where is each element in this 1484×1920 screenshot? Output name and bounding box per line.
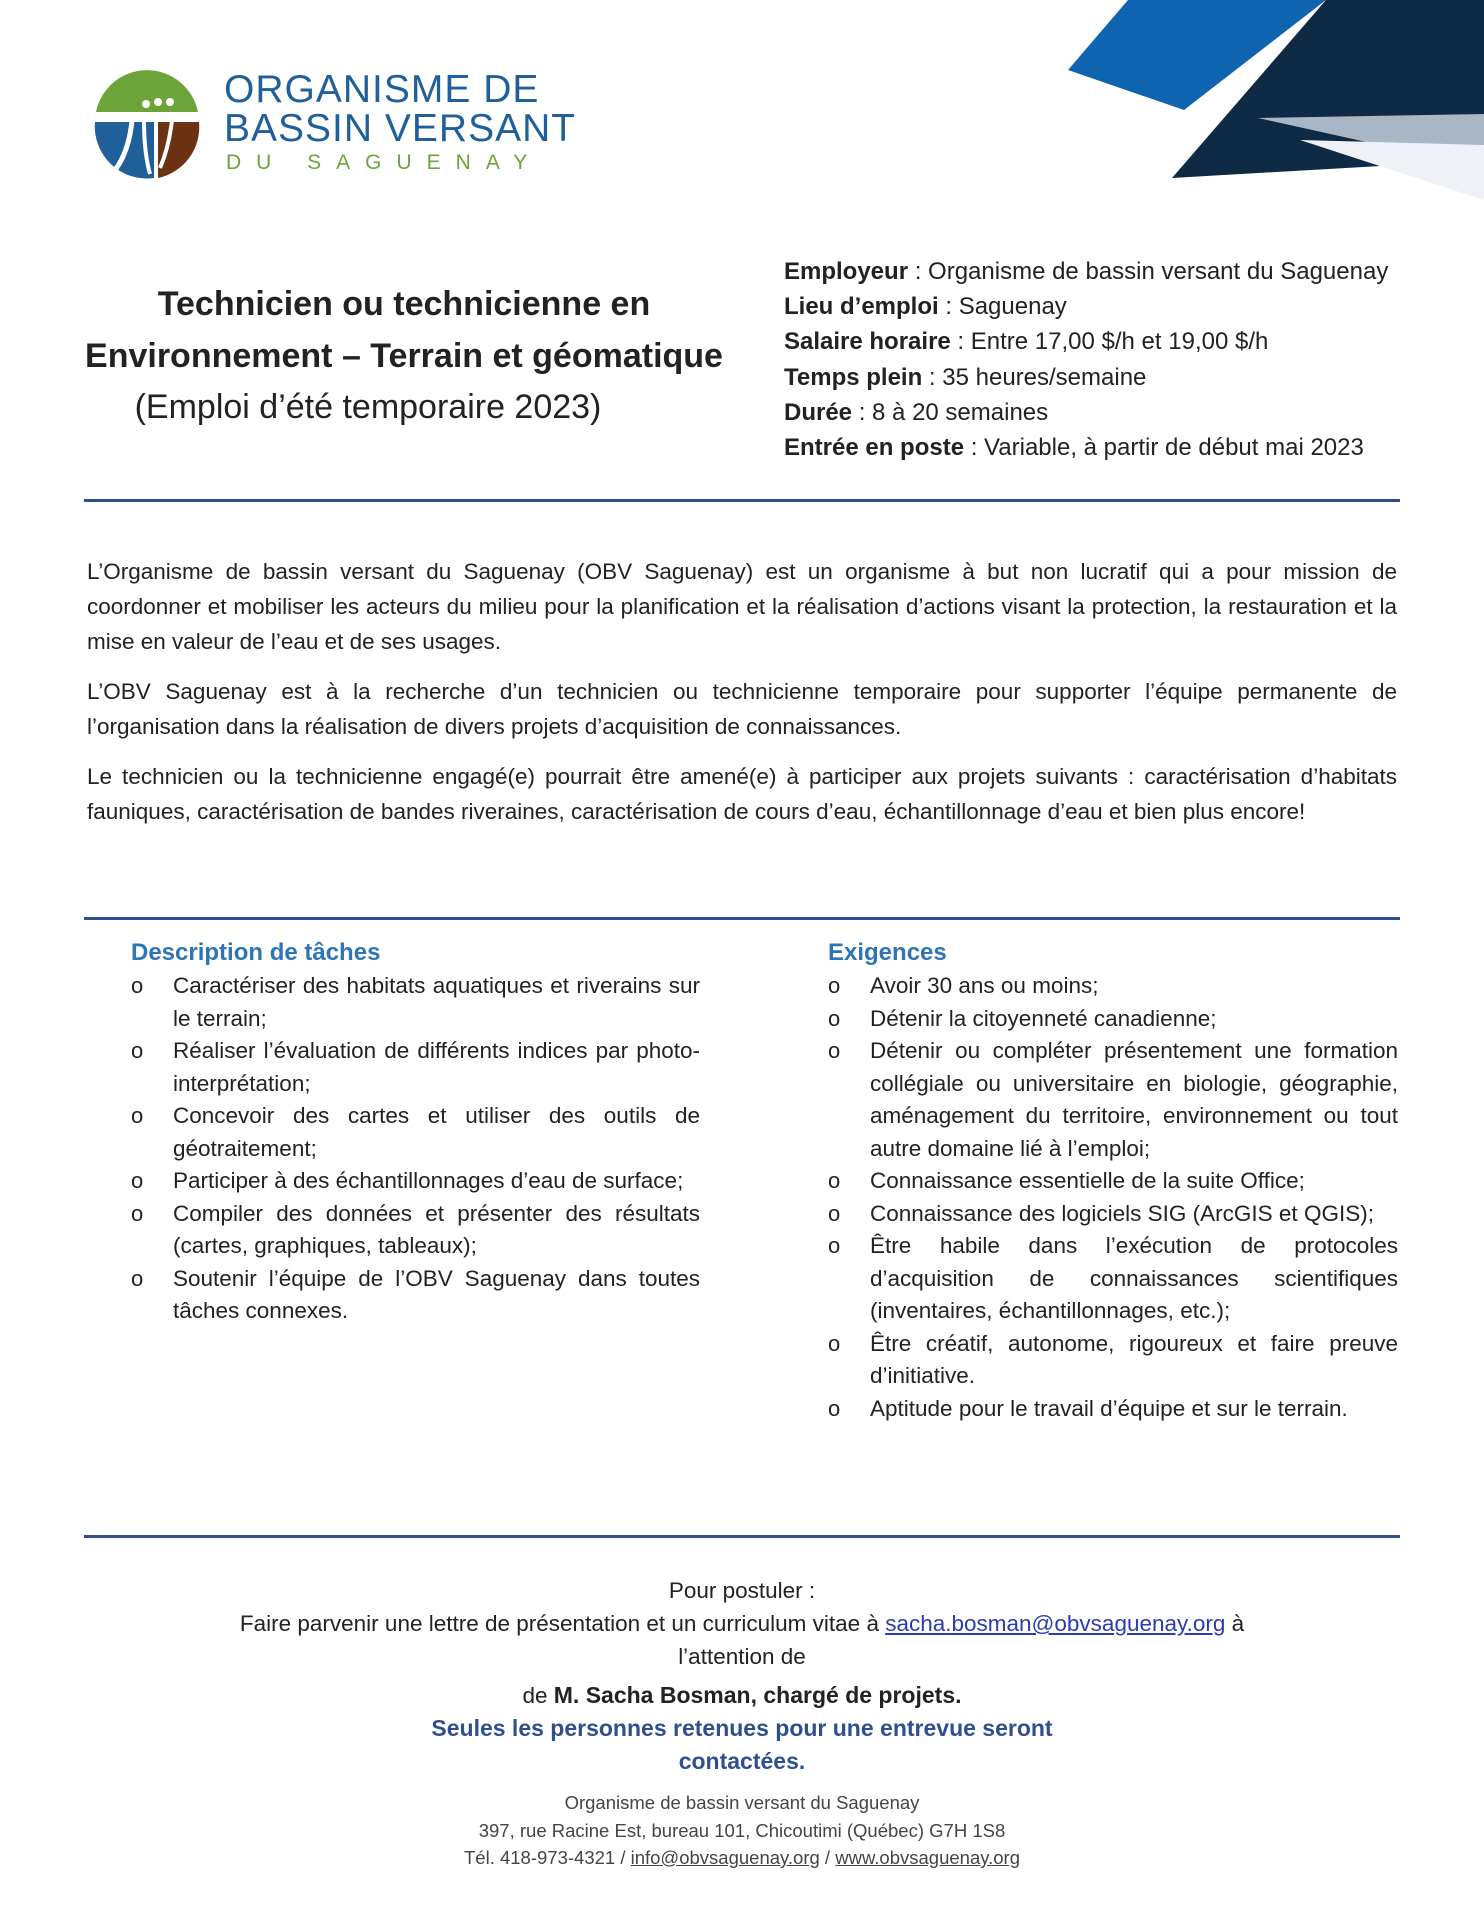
detail-value: : Variable, à partir de début mai 2023 (964, 434, 1364, 462)
list-item (828, 1328, 1398, 1393)
list-item (828, 970, 1398, 1003)
footer-org: Organisme de bassin versant du Saguenay (564, 1792, 920, 1813)
list-item-text: Connaissance essentielle de la suite Office; (870, 1168, 1305, 1193)
detail-hours (784, 360, 1424, 395)
list-item-text: Aptitude pour le travail d’équipe et sur le terrain. (870, 1395, 1348, 1421)
footer-website-link[interactable]: www.obvsaguenay.org (835, 1847, 1020, 1868)
requirements-list (828, 970, 1398, 1425)
apply-email-link[interactable]: sacha.bosman@obvsaguenay.org (885, 1611, 1226, 1636)
list-item (828, 1165, 1398, 1198)
bullet-icon: o (828, 1233, 841, 1258)
list-item-text: Détenir ou compléter présentement une formation collégiale ou universitaire en biologie, géographie, aménagement du territoire, environnement ou tout autre domaine lié à l’emploi; (870, 1038, 1398, 1161)
apply-notice-line2: contactées. (678, 1748, 806, 1774)
job-title-line2: Environnement – Terrain et géomatique (85, 337, 723, 375)
bullet-icon: o (828, 1330, 841, 1356)
requirements-section (828, 936, 1398, 1425)
bullet-icon: o (828, 1038, 841, 1063)
footer-email-link[interactable]: info@obvsaguenay.org (630, 1847, 820, 1868)
intro-paragraph: Le technicien ou la technicienne engagé(e) pourrait être amené(e) à participer aux projets suivants : caractérisation d’habitats fauniques, caractérisation de bandes riveraines, caractérisation de cours d’eau, échantillonnage d’eau et bien plus encore! (87, 764, 1397, 824)
detail-label: Lieu d’emploi (784, 293, 939, 321)
detail-label: Durée (784, 398, 853, 426)
list-item-text: Caractériser des habitats aquatiques et riverains sur le terrain; (173, 973, 700, 1031)
list-item (828, 1393, 1398, 1426)
list-item (131, 1198, 700, 1263)
list-item (131, 1165, 700, 1198)
apply-attention: l’attention de (678, 1644, 806, 1669)
list-item-text: Être créatif, autonome, rigoureux et faire preuve d’initiative. (870, 1330, 1398, 1388)
list-item (131, 1263, 700, 1328)
detail-value: : Saguenay (938, 293, 1067, 321)
footer-separator: / (819, 1847, 836, 1868)
list-item-text: Connaissance des logiciels SIG (ArcGIS et QGIS); (870, 1200, 1374, 1226)
list-item (828, 1198, 1398, 1231)
apply-heading: Pour postuler : (668, 1578, 816, 1603)
list-item (828, 1003, 1398, 1036)
apply-text: Faire parvenir une lettre de présentation et un curriculum vitae à (239, 1611, 886, 1636)
list-item-text: Être habile dans l’exécution de protocoles d’acquisition de connaissances scientifiques (inventaires, échantillonnages, etc.); (870, 1233, 1398, 1323)
list-item (131, 970, 700, 1035)
bullet-icon: o (131, 1038, 144, 1063)
bullet-icon: o (131, 1168, 144, 1193)
apply-contact-name: M. Sacha Bosman, chargé de projets. (553, 1682, 962, 1708)
detail-duration (784, 395, 1424, 430)
apply-notice-line1: Seules les personnes retenues pour une entrevue seront (431, 1715, 1053, 1741)
intro-text (87, 554, 1397, 844)
intro-paragraph: L’Organisme de bassin versant du Saguenay (OBV Saguenay) est un organisme à but non lucratif qui a pour mission de coordonner et mobiliser les acteurs du milieu pour la planification et la réalisation d’actions visant la protection, la restauration et la mise en valeur de l’eau et de ses usages. (87, 559, 1397, 654)
detail-label: Employeur (784, 258, 909, 285)
apply-text: à (1225, 1611, 1245, 1636)
detail-start (784, 430, 1424, 465)
list-item-text: Concevoir des cartes et utiliser des outils de géotraitement; (173, 1103, 700, 1161)
detail-label: Entrée en poste (784, 434, 965, 462)
watershed-logo-icon (86, 62, 208, 184)
requirements-heading: Exigences (828, 939, 947, 966)
bullet-icon: o (828, 1395, 841, 1421)
list-item-text: Avoir 30 ans ou moins; (870, 973, 1099, 998)
footer-phone: Tél. 418-973-4321 / (464, 1847, 631, 1868)
footer-address: 397, rue Racine Est, bureau 101, Chicoutimi (Québec) G7H 1S8 (478, 1819, 1006, 1841)
job-details (784, 254, 1424, 465)
divider-rule (84, 917, 1400, 920)
org-logo (86, 62, 577, 184)
list-item (131, 1100, 700, 1165)
detail-value: : Organisme de bassin versant du Saguenay (908, 258, 1389, 285)
tasks-heading: Description de tâches (131, 939, 381, 966)
list-item (828, 1035, 1398, 1165)
list-item (828, 1230, 1398, 1328)
apply-contact-prefix: de (522, 1683, 554, 1708)
bullet-icon: o (828, 973, 841, 998)
apply-instructions (100, 1607, 1384, 1640)
list-item-text: Réaliser l’évaluation de différents indices par photo-interprétation; (173, 1038, 700, 1096)
bullet-icon: o (131, 1265, 144, 1291)
tasks-list (131, 970, 700, 1328)
job-subtitle: (Emploi d’été temporaire 2023) (134, 388, 602, 426)
detail-location (784, 289, 1424, 324)
detail-label: Salaire horaire (784, 328, 951, 356)
detail-label: Temps plein (784, 363, 923, 391)
bullet-icon: o (828, 1168, 841, 1193)
intro-paragraph: L’OBV Saguenay est à la recherche d’un technicien ou technicienne temporaire pour supporter l’équipe permanente de l’organisation dans la réalisation de divers projets d’acquisition de connaissances. (87, 679, 1397, 739)
divider-rule (84, 1535, 1400, 1538)
footer-contact (100, 1844, 1384, 1872)
bullet-icon: o (131, 1200, 144, 1226)
logo-text-line3: DU SAGUENAY (226, 151, 543, 174)
job-title (84, 278, 724, 432)
bullet-icon: o (828, 1005, 841, 1031)
bullet-icon: o (828, 1200, 841, 1226)
apply-contact (100, 1679, 1384, 1712)
logo-text-line2: BASSIN VERSANT (224, 107, 577, 150)
detail-value: : 35 heures/semaine (922, 363, 1147, 391)
tasks-section (131, 936, 700, 1328)
divider-rule (84, 499, 1400, 502)
job-title-line1: Technicien ou technicienne en (157, 285, 651, 323)
detail-employer (784, 254, 1424, 289)
detail-value: : 8 à 20 semaines (852, 398, 1049, 426)
detail-salary (784, 324, 1424, 359)
list-item-text: Détenir la citoyenneté canadienne; (870, 1005, 1217, 1031)
bullet-icon: o (131, 973, 144, 998)
list-item-text: Compiler des données et présenter des résultats (cartes, graphiques, tableaux); (173, 1200, 700, 1258)
list-item-text: Soutenir l’équipe de l’OBV Saguenay dans toutes tâches connexes. (173, 1265, 700, 1323)
apply-section (100, 1574, 1384, 1778)
bullet-icon: o (131, 1103, 144, 1128)
detail-value: : Entre 17,00 $/h et 19,00 $/h (950, 328, 1269, 356)
list-item-text: Participer à des échantillonnages d’eau de surface; (173, 1168, 684, 1193)
list-item (131, 1035, 700, 1100)
logo-text-line1: ORGANISME DE (224, 68, 540, 111)
footer (100, 1789, 1384, 1872)
